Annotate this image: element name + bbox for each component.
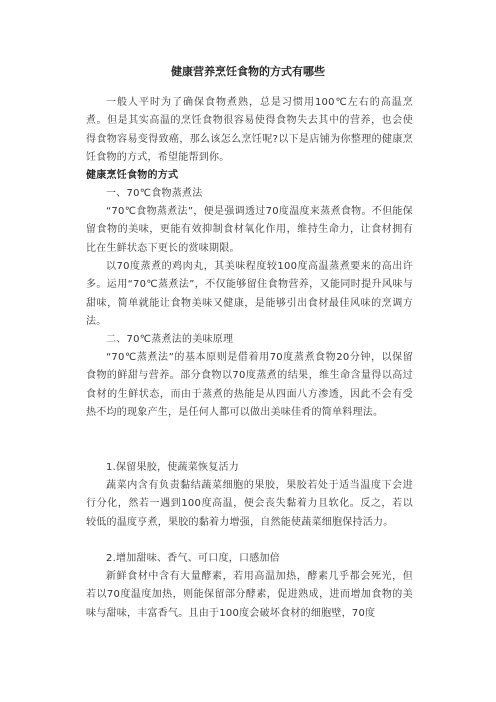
section-heading: 健康烹饪食物的方式 [86, 170, 179, 181]
item2-title: 2.增加甜味、香气、可口度，口感加倍 [106, 553, 281, 564]
intro-paragraph: 一般人平时为了确保食物煮熟，总是习惯用100℃左右的高温烹煮。但是其实高温的烹饪食物很容易使得食物失去其中的营养，也会使得食物容易变得致癌，那么该怎么烹饪呢?以下是店铺为你整理的健康烹饪食物的方式，希望能帮到你。 [86, 97, 413, 163]
section2-paragraph-1: “70℃蒸煮法”的基本原则是借着用70度蒸煮食物20分钟，以保留食物的鲜甜与营养。部分食物以70度蒸煮的结果，维生命含量得以高过食材的生鲜状态，而由于蒸煮的热能是从四面八方渗透，因此不会有受热不均的现象产生，是任何人都可以做出美味佳肴的简单料理法。 [86, 352, 413, 418]
section1-paragraph-2: 以70度蒸煮的鸡肉丸，其美味程度较100度高温蒸煮要来的高出许多。运用“70℃蒸煮法”，不仅能够留住食物营养，又能同时提升风味与甜味，简单就能让食物美味又健康，是能够引出食材最佳风味的烹调方法。 [86, 261, 413, 327]
item2-paragraph: 新鲜食材中含有大量酵素，若用高温加热，酵素几乎都会死光，但若以70度温度加热，则能保留部分酵素，促进熟成，进而增加食物的美味与甜味，丰富香气。且由于100度会破坏食材的细胞壁，70度 [86, 571, 413, 619]
section2-title: 二、70℃蒸煮法的美味原理 [106, 334, 234, 345]
section1-title: 一、70℃食物蒸煮法 [106, 188, 203, 199]
section1-paragraph-1: “70℃食物蒸煮法”，便是强调透过70度温度来蒸煮食物。不但能保留食物的美味，更能有效抑制食材氧化作用，维持生命力，让食材拥有比在生鲜状态下更长的赏味期限。 [86, 206, 413, 254]
item1-title: 1.保留果胶，使蔬菜恢复活力 [106, 462, 240, 473]
item1-paragraph: 蔬菜内含有负责黏结蔬菜细胞的果胶，果胶若处于适当温度下会进行分化，然若一遇到100度高温，便会丧失黏着力且软化。反之，若以较低的温度亨煮，果胶的黏着力增强，自然能使蔬菜细胞保持活力。 [86, 480, 413, 528]
document-title: 健康营养烹饪食物的方式有哪些 [171, 65, 325, 78]
